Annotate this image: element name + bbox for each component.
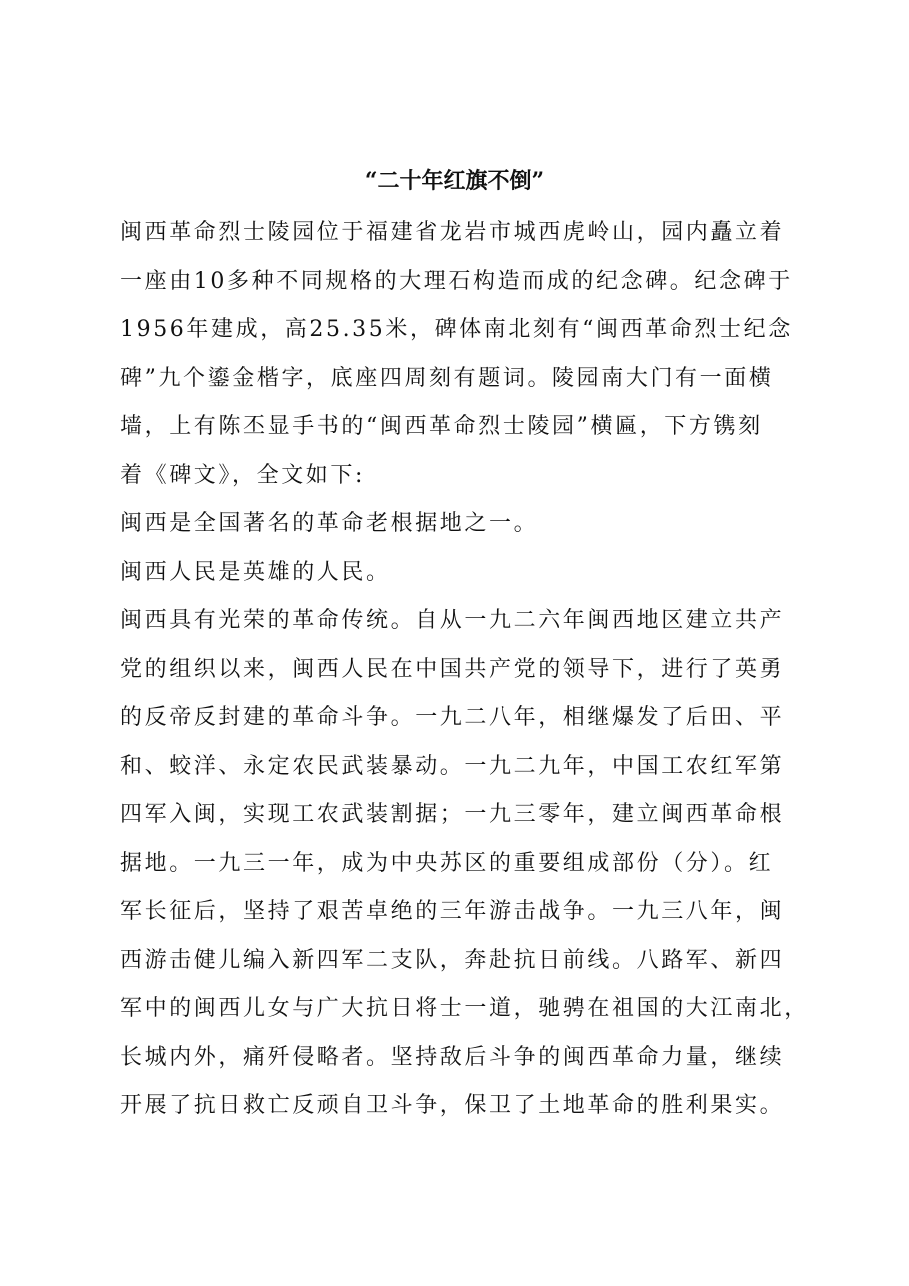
text-line: 军长征后，坚持了艰苦卓绝的三年游击战争。一九三八年，闽 — [120, 899, 785, 924]
text-line: 和、蛟洋、永定农民武装暴动。一九二九年，中国工农红军第 — [120, 753, 785, 779]
text-line: 闽西具有光荣的革命传统。自从一九二六年闽西地区建立共产 — [120, 608, 785, 633]
text-line: 闽西革命烈士陵园位于福建省龙岩市城西虎岭山，园内矗立着 — [120, 220, 785, 245]
text-line: 开展了抗日救亡反顽自卫斗争，保卫了土地革命的胜利果实。 — [120, 1093, 785, 1118]
document-body — [120, 218, 820, 1140]
text-line: 碑”九个鎏金楷字，底座四周刻有题词。陵园南大门有一面横 — [120, 365, 774, 391]
text-line: 据地。一九三一年，成为中央苏区的重要组成部份（分）。红 — [120, 850, 774, 876]
text-line: 党的组织以来，闽西人民在中国共产党的领导下，进行了英勇 — [120, 656, 785, 682]
text-line: 军中的闽西儿女与广大抗日将士一道，驰骋在祖国的大江南北， — [120, 996, 809, 1021]
text-line: 闽西人民是英雄的人民。 — [120, 559, 391, 585]
text-line: 着《碑文》，全文如下: — [120, 462, 366, 488]
text-line: 长城内外，痛歼侵略者。坚持敌后斗争的闽西革命力量，继续 — [120, 1044, 785, 1070]
text-line: 墙，上有陈丕显手书的“闽西革命烈士陵园”横匾，下方镌刻 — [120, 414, 763, 439]
text-line: 的反帝反封建的革命斗争。一九二八年，相继爆发了后田、平 — [120, 705, 785, 730]
text-line: 闽西是全国著名的革命老根据地之一。 — [120, 511, 539, 536]
text-line: 一座由10多种不同规格的大理石构造而成的纪念碑。纪念碑于 — [120, 268, 793, 294]
text-line: 1956年建成，高25.35米，碑体南北刻有“闽西革命烈士纪念 — [120, 317, 793, 342]
text-line: 四军入闽，实现工农武装割据；一九三零年，建立闽西革命根 — [120, 802, 785, 827]
document-title: “二十年红旗不倒” — [364, 168, 545, 194]
text-line: 西游击健儿编入新四军二支队，奔赴抗日前线。八路军、新四 — [120, 947, 785, 973]
